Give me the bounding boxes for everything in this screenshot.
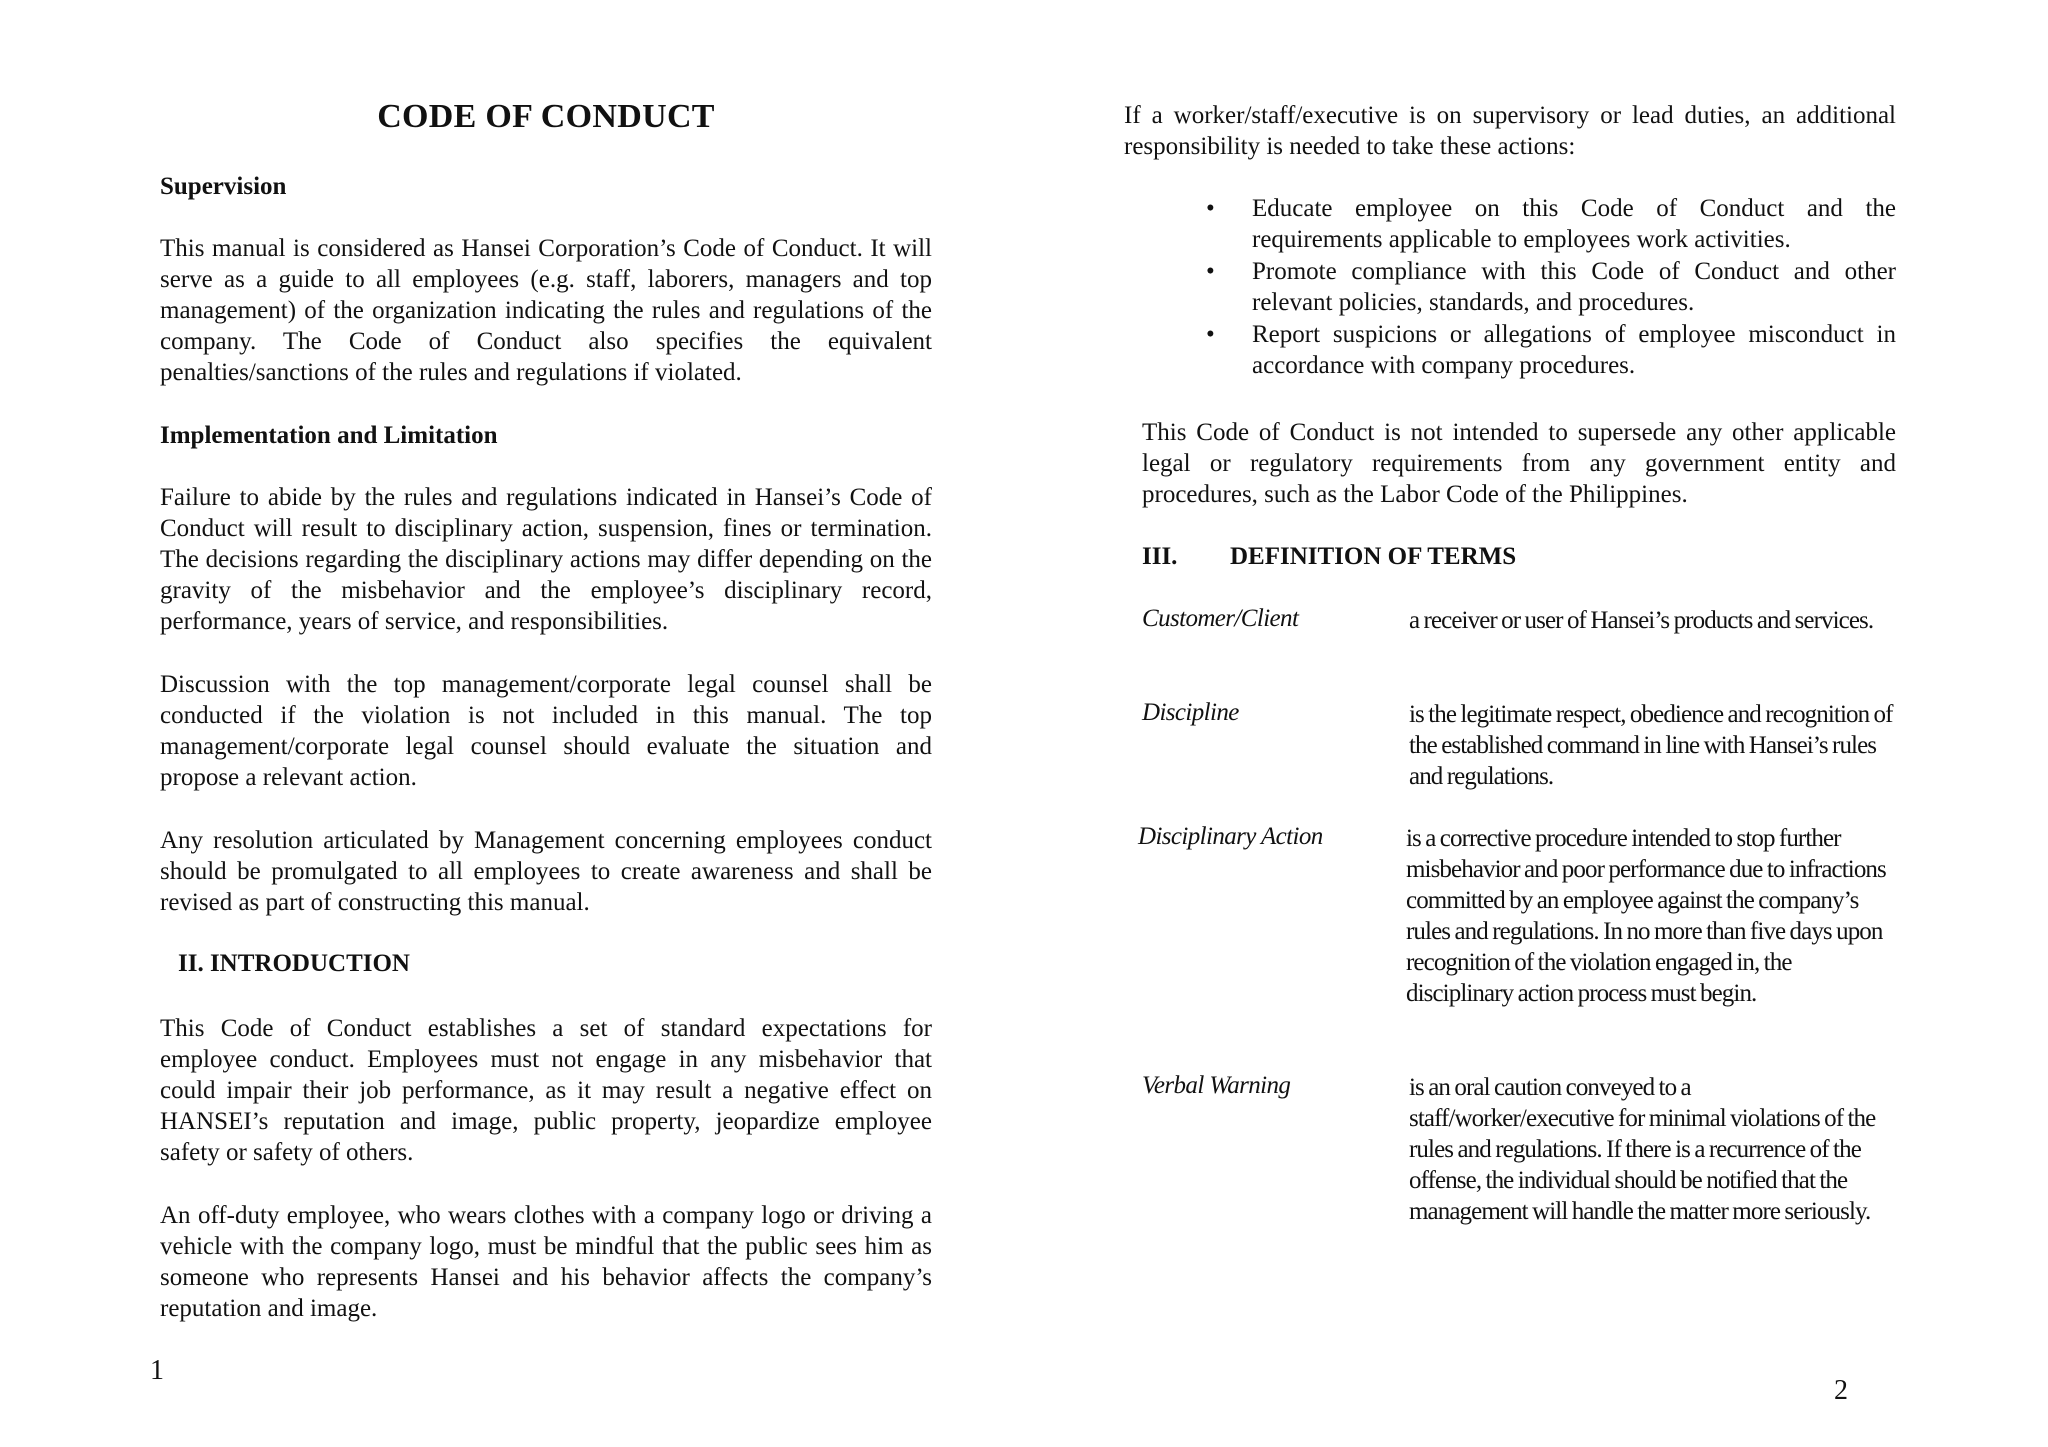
supervision-paragraph: This manual is considered as Hansei Corporation’s Code of Conduct. It will serve as a guide to all employees (e.g. staff, laborers, managers and top management) of the organization indicating the rules and regulations of the company. The Code of Conduct also specifies the equivalent penalties/sanctions of the rules and regulations if violated. (160, 235, 932, 386)
term-customer-client: Customer/Client (1142, 605, 1299, 632)
supervisory-intro-paragraph: If a worker/staff/executive is on supervisory or lead duties, an additional responsibility is needed to take these actions: (1124, 102, 1896, 160)
bullet-icon: • (1206, 195, 1215, 222)
page-title: CODE OF CONDUCT (377, 98, 715, 135)
term-discipline: Discipline (1142, 699, 1239, 726)
list-item (1190, 193, 1896, 255)
list-item-text: Report suspicions or allegations of employee misconduct in accordance with company procedures. (1252, 321, 1896, 379)
definitions-heading: DEFINITION OF TERMS (1230, 543, 1517, 570)
page-number-2: 2 (1834, 1375, 1848, 1406)
definitions-section-number: III. (1142, 543, 1178, 570)
introduction-paragraph-2: An off-duty employee, who wears clothes with a company logo or driving a vehicle with the company logo, must be mindful that the public sees him as someone who represents Hansei and his behavior affects the company’s reputation and image. (160, 1202, 932, 1322)
implementation-heading: Implementation and Limitation (160, 422, 498, 449)
definition-disciplinary-action: is a corrective procedure intended to stop further misbehavior and poor performance due to infractions committed by an employee against the company’s rules and regulations. In no more than five days upon recognition of the violation engaged in, the disciplinary action process must begin. (1406, 825, 1886, 1007)
bullet-icon: • (1206, 321, 1215, 348)
implementation-paragraph-1: Failure to abide by the rules and regulations indicated in Hansei’s Code of Conduct will result to disciplinary action, suspension, fines or termination. The decisions regarding the disciplinary actions may differ depending on the gravity of the misbehavior and the employee’s disciplinary record, performance, years of service, and responsibilities. (160, 484, 932, 635)
list-item (1190, 256, 1896, 318)
definition-verbal-warning: is an oral caution conveyed to a staff/worker/executive for minimal violations of the rules and regulations. If there is a recurrence of the offense, the individual should be notified that the management will handle the matter more seriously. (1409, 1074, 1876, 1225)
term-disciplinary-action: Disciplinary Action (1138, 823, 1323, 850)
introduction-heading: II. INTRODUCTION (178, 950, 410, 977)
list-item (1190, 319, 1896, 381)
supervision-heading: Supervision (160, 173, 287, 200)
term-verbal-warning: Verbal Warning (1142, 1072, 1291, 1099)
bullet-icon: • (1206, 258, 1215, 285)
legal-note-paragraph: This Code of Conduct is not intended to supersede any other applicable legal or regulatory requirements from any government entity and procedures, such as the Labor Code of the Philippines. (1142, 419, 1896, 508)
page-number-1: 1 (150, 1355, 164, 1386)
right-page (1024, 0, 2048, 1447)
list-item-text: Promote compliance with this Code of Conduct and other relevant policies, standards, and procedures. (1252, 258, 1896, 316)
list-item-text: Educate employee on this Code of Conduct and the requirements applicable to employees work activities. (1252, 195, 1896, 253)
responsibility-list (1190, 193, 1896, 382)
implementation-paragraph-2: Discussion with the top management/corporate legal counsel shall be conducted if the violation is not included in this manual. The top management/corporate legal counsel should evaluate the situation and propose a relevant action. (160, 671, 932, 791)
introduction-paragraph-1: This Code of Conduct establishes a set of standard expectations for employee conduct. Employees must not engage in any misbehavior that could impair their job performance, as it may result a negative effect on HANSEI’s reputation and image, public property, jeopardize employee safety or safety of others. (160, 1015, 932, 1166)
definition-discipline: is the legitimate respect, obedience and recognition of the established command in line with Hansei’s rules and regulations. (1409, 701, 1893, 790)
implementation-paragraph-3: Any resolution articulated by Management concerning employees conduct should be promulgated to all employees to create awareness and shall be revised as part of constructing this manual. (160, 827, 932, 916)
definition-customer-client: a receiver or user of Hansei’s products and services. (1409, 607, 1874, 634)
